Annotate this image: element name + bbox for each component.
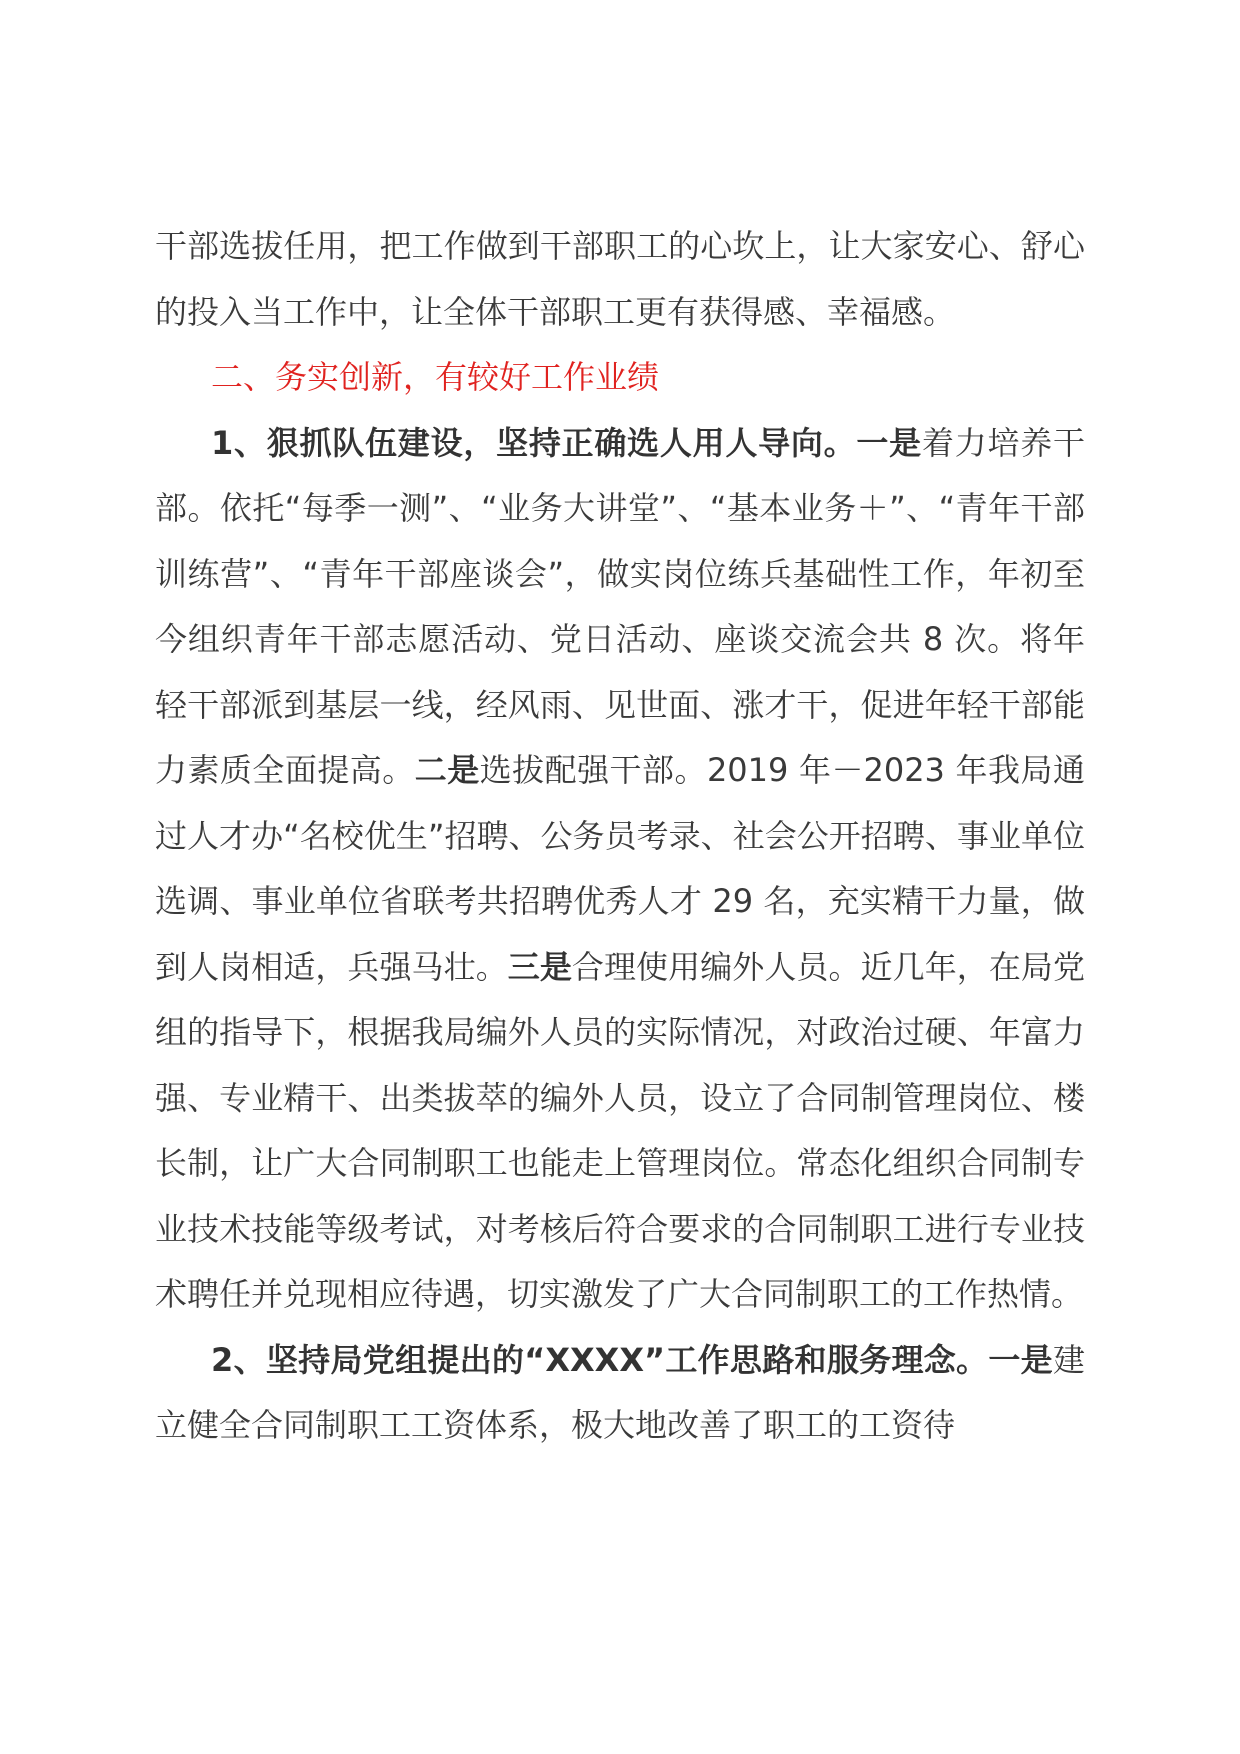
item-2-lead-1: 一是 bbox=[988, 1340, 1053, 1379]
item-1-text-2: 选拔配强干部。2019 年－2023 年我局通过人才办“名校优生”招聘、公务员考录、社会公开招聘、事业单位选调、事业单位省联考共招聘优秀人才 29 名，充实精干力量，做到人岗相适，兵强马壮。 bbox=[155, 751, 1085, 986]
continuation-paragraph bbox=[155, 214, 1085, 345]
section-heading bbox=[155, 345, 1085, 411]
item-1-lead-2: 二是 bbox=[414, 751, 480, 789]
document-body bbox=[155, 214, 1085, 1459]
item-1-paragraph bbox=[155, 411, 1085, 1328]
item-2-paragraph bbox=[155, 1328, 1085, 1459]
item-1-lead-1: 一是 bbox=[856, 423, 922, 462]
item-2-text-1: 建立健全合同制职工工资体系，极大地改善了职工的工资待 bbox=[155, 1340, 1085, 1444]
continuation-text: 干部选拔任用，把工作做到干部职工的心坎上，让大家安心、舒心的投入当工作中，让全体干部职工更有获得感、幸福感。 bbox=[155, 227, 1085, 331]
item-1-text-3: 合理使用编外人员。近几年，在局党组的指导下，根据我局编外人员的实际情况，对政治过硬、年富力强、专业精干、出类拔萃的编外人员，设立了合同制管理岗位、楼长制，让广大合同制职工也能走上管理岗位。常态化组织合同制专业技术技能等级考试，对考核后符合要求的合同制职工进行专业技术聘任并兑现相应待遇，切实激发了广大合同制职工的工作热情。 bbox=[155, 947, 1085, 1313]
item-1-title: 1、狠抓队伍建设，坚持正确选人用人导向。 bbox=[211, 423, 857, 462]
item-2-title: 2、坚持局党组提出的“XXXX”工作思路和服务理念。 bbox=[211, 1340, 989, 1379]
item-1-lead-3: 三是 bbox=[507, 947, 572, 986]
section-heading-text: 二、务实创新，有较好工作业绩 bbox=[211, 358, 660, 396]
item-1-text-1: 着力培养干部。依托“每季一测”、“业务大讲堂”、“基本业务＋”、“青年干部训练营”、“青年干部座谈会”，做实岗位练兵基础性工作，年初至今组织青年干部志愿活动、党日活动、座谈交流会共 8 次。将年轻干部派到基层一线，经风雨、见世面、涨才干，促进年轻干部能力素质全面提高。 bbox=[155, 423, 1085, 789]
